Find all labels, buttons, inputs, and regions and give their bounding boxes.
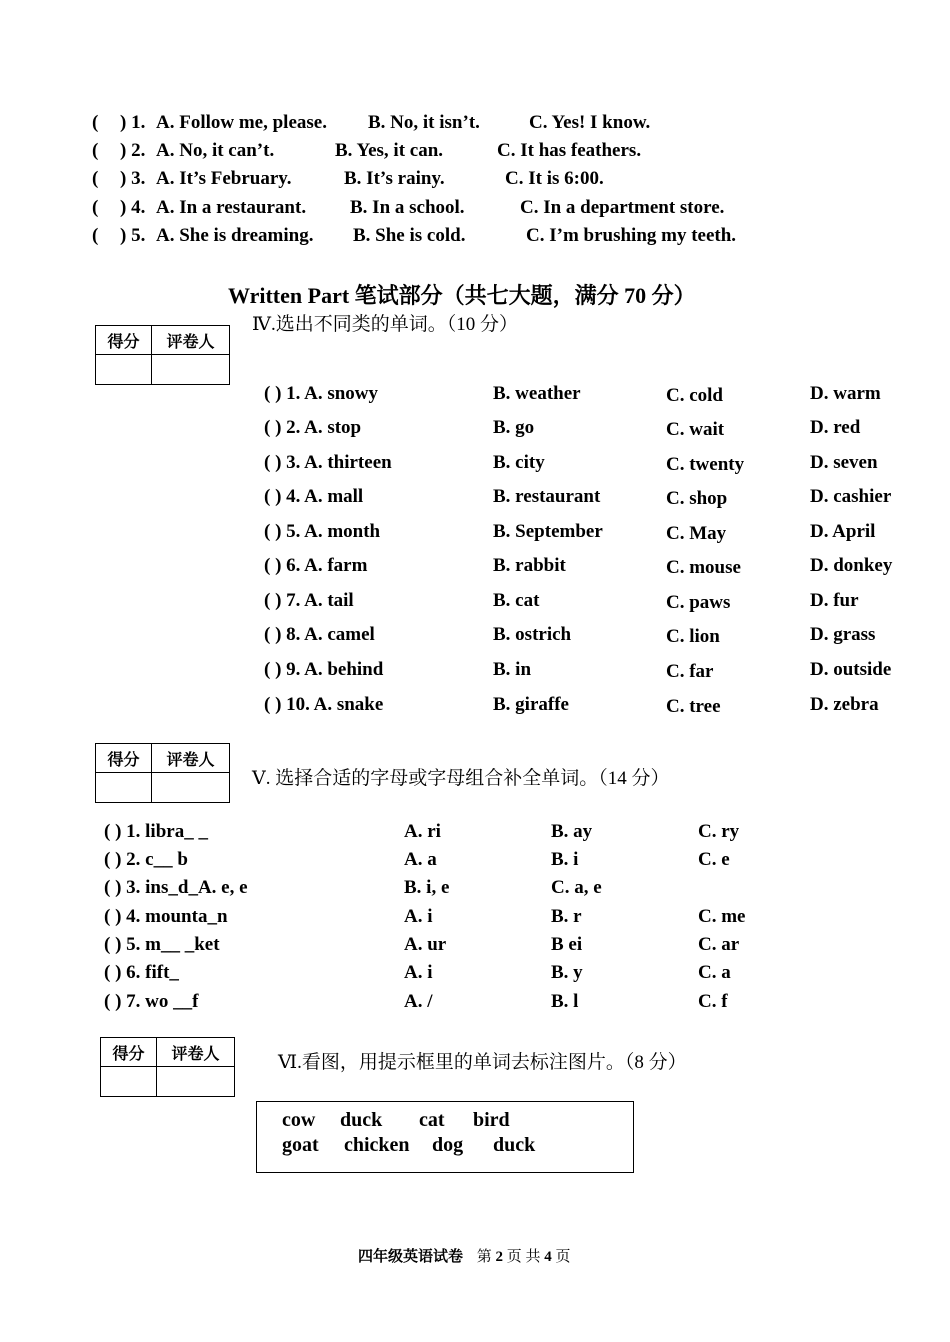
grader-cell[interactable] — [152, 355, 230, 385]
section4-title: Ⅳ.选出不同类的单词。（10 分） — [252, 314, 518, 335]
section5-title: Ⅴ. 选择合适的字母或字母组合补全单词。（14 分） — [252, 768, 670, 789]
grader-label: 评卷人 — [157, 1038, 235, 1067]
grader-label: 评卷人 — [152, 744, 230, 773]
page-footer: 四年级英语试卷 第 2 页 共 4 页 — [358, 1249, 571, 1265]
grader-cell[interactable] — [157, 1067, 235, 1097]
written-part-heading: Written Part 笔试部分（共七大题，满分 70 分） — [228, 283, 696, 308]
score-label: 得分 — [101, 1038, 157, 1067]
score-box-6 — [100, 1037, 235, 1097]
score-cell[interactable] — [96, 773, 152, 803]
grader-cell[interactable] — [152, 773, 230, 803]
score-label: 得分 — [96, 744, 152, 773]
score-cell[interactable] — [96, 355, 152, 385]
score-cell[interactable] — [101, 1067, 157, 1097]
grader-label: 评卷人 — [152, 326, 230, 355]
score-box-5 — [95, 743, 230, 803]
word-hint-box: cow duck cat bird goat chicken dog duck — [256, 1101, 634, 1173]
score-label: 得分 — [96, 326, 152, 355]
score-box-4 — [95, 325, 230, 385]
section6-title: Ⅵ.看图，用提示框里的单词去标注图片。（8 分） — [278, 1052, 687, 1073]
